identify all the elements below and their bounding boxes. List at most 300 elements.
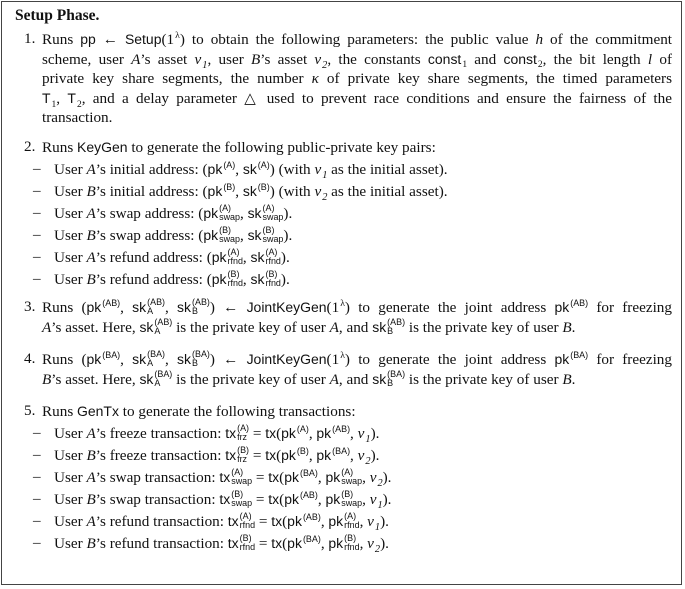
text-segment: tx bbox=[271, 534, 283, 551]
text-segment: A bbox=[329, 318, 339, 336]
text-segment: (1λ bbox=[326, 350, 345, 368]
text-segment: ). bbox=[280, 270, 290, 288]
superscript: (A) bbox=[239, 510, 252, 521]
superscript: (BA) bbox=[332, 445, 351, 456]
sub-item bbox=[33, 488, 672, 511]
text-segment: scheme, user bbox=[42, 50, 132, 68]
text-line bbox=[42, 298, 672, 318]
text-segment: sk (AB) A bbox=[139, 316, 173, 336]
text-segment: A bbox=[329, 370, 339, 388]
text-segment: B bbox=[86, 182, 96, 200]
subscript: A bbox=[147, 306, 154, 317]
superscript: (B) bbox=[219, 224, 232, 235]
text-segment: h bbox=[535, 31, 544, 48]
text-segment: , bbox=[308, 424, 317, 442]
text-segment: A bbox=[86, 512, 96, 530]
text-segment: A bbox=[86, 248, 96, 266]
text-segment: User bbox=[54, 534, 87, 552]
subscript: 2 bbox=[76, 99, 82, 109]
text-segment: , bbox=[350, 446, 358, 464]
script-group bbox=[340, 299, 345, 309]
text-segment: l bbox=[647, 50, 653, 68]
script-group bbox=[223, 183, 235, 192]
text-segment: = bbox=[252, 468, 269, 486]
text-segment: tx bbox=[268, 468, 280, 485]
text-segment: pk(AB) bbox=[86, 298, 121, 315]
subscript: 2 bbox=[365, 455, 371, 467]
superscript: (B) bbox=[341, 488, 354, 499]
superscript: (B) bbox=[239, 532, 252, 543]
script-group bbox=[192, 350, 210, 369]
text-segment: as the initial asset). bbox=[327, 182, 448, 200]
text-segment: , bbox=[165, 351, 178, 368]
setup-phase-box bbox=[1, 1, 682, 585]
text-segment: User bbox=[54, 270, 87, 288]
superscript: (AB) bbox=[102, 298, 121, 309]
text-segment: A bbox=[131, 50, 141, 68]
script-group bbox=[341, 468, 362, 487]
text-line bbox=[42, 402, 672, 422]
superscript: (BA) bbox=[147, 350, 166, 359]
text-segment: User bbox=[54, 490, 87, 508]
superscript: (AB) bbox=[570, 298, 589, 309]
sub-item bbox=[33, 422, 672, 445]
text-segment: ’s swap transaction: bbox=[95, 468, 220, 486]
text-line bbox=[42, 138, 672, 158]
text-segment: JointKeyGen bbox=[246, 299, 327, 315]
text-segment: tx (A) frz bbox=[225, 422, 250, 442]
text-segment: pk (A) swap bbox=[203, 202, 240, 222]
text-segment: User bbox=[54, 424, 87, 442]
bullet-dash: – bbox=[33, 225, 41, 243]
script-group bbox=[332, 447, 350, 456]
sub-item bbox=[33, 158, 672, 181]
text-segment: B bbox=[86, 226, 96, 244]
text-segment: (1λ bbox=[326, 298, 345, 316]
script-group bbox=[303, 513, 321, 522]
superscript: (AB) bbox=[154, 316, 173, 327]
text-segment: User bbox=[54, 182, 87, 200]
text-segment: User bbox=[54, 160, 87, 178]
superscript: (B) bbox=[265, 268, 278, 279]
subscript: B bbox=[387, 377, 394, 388]
superscript: (BA) bbox=[299, 467, 318, 478]
superscript: (A) bbox=[262, 202, 275, 213]
text-segment: User bbox=[54, 204, 87, 222]
script-group bbox=[341, 490, 362, 509]
text-segment: , bbox=[242, 270, 251, 288]
text-segment: = bbox=[255, 534, 272, 552]
text-segment: pk(A) bbox=[207, 159, 236, 177]
text-segment: ) (with bbox=[269, 182, 315, 200]
superscript: (BA) bbox=[387, 368, 406, 379]
text-segment: , the constants bbox=[327, 50, 428, 68]
section-title: Setup Phase. bbox=[15, 7, 100, 24]
text-segment: tx (B) swap bbox=[219, 488, 253, 508]
text-segment: sk (AB) B bbox=[177, 298, 210, 317]
superscript: (B) bbox=[237, 444, 250, 455]
superscript: (A) bbox=[344, 510, 357, 521]
text-segment: ) to obtain the following parameters: the public value bbox=[179, 31, 536, 48]
subscript: swap bbox=[219, 211, 240, 222]
superscript: (AB) bbox=[387, 316, 406, 327]
text-segment: pk(B) bbox=[281, 445, 309, 463]
text-segment: pk (B) swap bbox=[325, 488, 363, 508]
script-group bbox=[265, 270, 280, 289]
text-segment: = bbox=[252, 490, 269, 508]
text-segment: User bbox=[54, 468, 87, 486]
text-segment: ). bbox=[382, 490, 392, 508]
text-segment: v1 bbox=[194, 50, 208, 70]
superscript: (B) bbox=[257, 181, 270, 192]
text-segment: . bbox=[571, 370, 576, 388]
text-segment: sk (BA) A bbox=[132, 350, 166, 369]
text-segment: User bbox=[54, 446, 87, 464]
text-segment: pp bbox=[80, 31, 96, 47]
text-segment: ’s swap address: ( bbox=[95, 204, 204, 222]
script-group bbox=[223, 161, 235, 170]
text-segment: , bbox=[165, 299, 178, 316]
text-segment: sk (AB) A bbox=[132, 298, 166, 317]
text-segment: . bbox=[571, 318, 576, 336]
text-segment: tx (A) rfnd bbox=[227, 510, 256, 530]
script-group bbox=[570, 351, 588, 360]
script-group bbox=[147, 350, 165, 369]
superscript: (BA) bbox=[154, 368, 173, 379]
script-group bbox=[231, 468, 252, 487]
text-segment: pk(BA) bbox=[287, 533, 321, 551]
script-group bbox=[300, 491, 318, 500]
step-number: 1. bbox=[24, 30, 36, 47]
text-segment: v1 bbox=[369, 490, 383, 511]
sub-item bbox=[33, 224, 672, 246]
subscript: rfnd bbox=[227, 255, 243, 266]
bullet-dash: – bbox=[33, 247, 41, 265]
text-segment: ’s initial address: ( bbox=[95, 182, 208, 200]
sub-item bbox=[33, 246, 672, 268]
text-segment: B bbox=[562, 370, 572, 388]
subscript: 1 bbox=[202, 59, 208, 70]
superscript: (BA) bbox=[102, 350, 121, 361]
text-segment: ( bbox=[279, 468, 285, 486]
text-segment: ). bbox=[280, 248, 290, 266]
text-segment: , bbox=[320, 534, 329, 552]
superscript: (AB) bbox=[332, 423, 351, 434]
text-segment: sk (BA) B bbox=[372, 368, 406, 388]
subscript: 2 bbox=[322, 191, 328, 203]
text-line bbox=[42, 318, 672, 338]
text-segment: pk(BA) bbox=[316, 445, 351, 463]
superscript: (A) bbox=[223, 159, 236, 170]
text-segment: T2 bbox=[67, 89, 82, 109]
text-segment: const1 bbox=[427, 50, 468, 70]
text-segment: , the bit length bbox=[542, 50, 648, 68]
text-segment: ’s swap address: ( bbox=[95, 226, 204, 244]
text-segment: ’s freeze transaction: bbox=[95, 424, 226, 442]
script-group bbox=[265, 248, 280, 267]
script-group bbox=[192, 298, 210, 317]
superscript: λ bbox=[340, 298, 345, 309]
text-segment: is the private key of user bbox=[405, 370, 563, 388]
text-segment: JointKeyGen bbox=[246, 351, 327, 367]
text-segment: sk (B) swap bbox=[247, 224, 284, 244]
step-number: 4. bbox=[24, 350, 36, 367]
text-segment: of bbox=[652, 50, 672, 68]
script-group bbox=[322, 61, 327, 70]
script-group bbox=[147, 298, 165, 317]
text-segment: ’s asset. Here, bbox=[51, 318, 140, 336]
text-segment: ) ← bbox=[209, 299, 247, 316]
superscript: (AB) bbox=[302, 511, 321, 522]
text-segment: = bbox=[255, 512, 272, 530]
superscript: (A) bbox=[219, 202, 232, 213]
text-segment: , and bbox=[338, 370, 373, 388]
text-segment: , bbox=[317, 490, 326, 508]
text-segment: ( bbox=[279, 490, 285, 508]
text-segment: v2 bbox=[314, 182, 328, 203]
sub-item bbox=[33, 202, 672, 224]
text-segment: Runs ( bbox=[42, 299, 87, 316]
text-segment: sk (AB) B bbox=[372, 316, 406, 336]
text-segment: ( bbox=[282, 534, 288, 552]
script-group bbox=[219, 226, 240, 245]
script-group bbox=[387, 318, 405, 337]
text-segment: pk (B) rfnd bbox=[211, 268, 243, 288]
text-segment: A bbox=[42, 318, 52, 336]
script-group bbox=[344, 512, 359, 531]
subscript: swap bbox=[262, 211, 284, 222]
subscript: swap bbox=[262, 233, 284, 244]
script-group bbox=[570, 299, 588, 308]
text-segment: const2 bbox=[503, 50, 543, 70]
script-group bbox=[202, 61, 207, 70]
text-segment: , and a delay parameter △ used to prevent race conditions and ensure the fairness of the bbox=[81, 89, 672, 107]
subscript: frz bbox=[237, 453, 248, 464]
text-segment: and bbox=[467, 50, 504, 68]
script-group bbox=[52, 101, 57, 109]
text-segment: sk (A) swap bbox=[247, 202, 284, 222]
text-segment: sk(A) bbox=[242, 159, 270, 177]
script-group bbox=[332, 425, 350, 434]
text-segment: v2 bbox=[314, 50, 328, 70]
text-line bbox=[42, 30, 672, 50]
text-line bbox=[42, 69, 672, 89]
text-segment: ’s refund address: ( bbox=[95, 270, 212, 288]
text-line bbox=[42, 350, 672, 370]
subscript: swap bbox=[231, 497, 253, 508]
text-segment: ). bbox=[380, 512, 389, 530]
text-segment: , bbox=[362, 490, 370, 508]
text-segment: pk(AB) bbox=[284, 489, 318, 507]
text-segment: = bbox=[249, 446, 266, 464]
text-segment: pk(BA) bbox=[284, 467, 318, 485]
subscript: rfnd bbox=[265, 255, 281, 266]
subscript: 1 bbox=[322, 169, 328, 181]
text-segment: tx bbox=[271, 512, 283, 529]
text-segment: v1 bbox=[314, 160, 328, 181]
superscript: (AB) bbox=[147, 298, 166, 307]
text-segment: ← bbox=[95, 31, 125, 48]
subscript: 1 bbox=[377, 499, 383, 511]
text-segment: of private key share segments, the timed parameters bbox=[318, 70, 672, 88]
text-line bbox=[42, 89, 672, 109]
subscript: frz bbox=[237, 431, 248, 442]
text-segment: B bbox=[86, 490, 96, 508]
text-segment: User bbox=[54, 512, 87, 530]
subscript: rfnd bbox=[265, 277, 281, 288]
text-segment: is the private key of user bbox=[405, 318, 563, 336]
text-segment: sk (A) rfnd bbox=[250, 246, 281, 266]
script-group bbox=[387, 370, 405, 389]
text-segment: v2 bbox=[357, 446, 371, 467]
text-segment: ) to generate the joint address bbox=[344, 299, 555, 316]
text-segment: = bbox=[249, 424, 266, 442]
subscript: rfnd bbox=[227, 277, 243, 288]
text-segment: of the commitment bbox=[543, 31, 672, 48]
text-segment: B bbox=[251, 50, 261, 68]
script-group bbox=[375, 545, 380, 555]
script-group bbox=[228, 248, 243, 267]
text-segment: pk (B) swap bbox=[203, 224, 240, 244]
text-segment: B bbox=[86, 446, 96, 464]
text-segment: ). bbox=[370, 446, 380, 464]
text-segment: Runs ( bbox=[42, 351, 87, 368]
text-segment: ( bbox=[282, 512, 288, 530]
bullet-dash: – bbox=[33, 489, 41, 507]
script-group bbox=[219, 204, 240, 223]
subscript: rfnd bbox=[239, 519, 256, 530]
subscript: 1 bbox=[51, 99, 57, 109]
text-segment: ). bbox=[283, 226, 293, 244]
superscript: (BA) bbox=[570, 350, 589, 361]
text-segment: , user bbox=[207, 50, 252, 68]
text-segment: pk (A) rfnd bbox=[328, 510, 360, 530]
text-segment: private key share segments, the number bbox=[42, 70, 312, 88]
subscript: 1 bbox=[374, 521, 381, 533]
subscript: B bbox=[192, 358, 198, 369]
text-segment: User bbox=[54, 248, 87, 266]
superscript: λ bbox=[175, 30, 180, 41]
bullet-dash: – bbox=[33, 533, 41, 551]
text-segment: , bbox=[239, 204, 248, 222]
step-3 bbox=[24, 298, 672, 337]
text-segment: pk(AB) bbox=[287, 511, 321, 529]
text-segment: to generate the following public-private key pairs: bbox=[127, 139, 436, 156]
text-segment: tx (B) rfnd bbox=[227, 532, 256, 552]
text-segment: B bbox=[86, 270, 96, 288]
step-number: 3. bbox=[24, 298, 36, 315]
text-segment: ( bbox=[276, 446, 282, 464]
text-segment: pk(A) bbox=[281, 423, 309, 441]
text-segment: v2 bbox=[369, 468, 383, 489]
text-segment: sk (BA) B bbox=[177, 350, 210, 369]
text-segment: B bbox=[86, 534, 96, 552]
step-number: 2. bbox=[24, 138, 36, 155]
script-group bbox=[303, 535, 321, 544]
text-segment: ’s initial address: ( bbox=[95, 160, 208, 178]
text-segment: , bbox=[235, 182, 243, 200]
step-number: 5. bbox=[24, 402, 36, 419]
bullet-dash: – bbox=[33, 511, 41, 529]
script-group bbox=[237, 446, 249, 465]
text-segment: , bbox=[242, 248, 251, 266]
script-group bbox=[77, 101, 82, 109]
superscript: (AB) bbox=[299, 489, 318, 500]
text-segment: ) to generate the joint address bbox=[344, 351, 555, 368]
text-segment: Runs bbox=[42, 139, 78, 156]
text-segment: transaction. bbox=[42, 109, 113, 127]
text-segment: ) ← bbox=[209, 351, 247, 368]
text-segment: , bbox=[317, 468, 326, 486]
text-segment: , bbox=[235, 160, 243, 178]
script-group bbox=[240, 534, 255, 553]
text-segment: ). bbox=[283, 204, 293, 222]
text-segment: tx bbox=[265, 424, 277, 441]
script-group bbox=[258, 161, 270, 170]
superscript: (B) bbox=[296, 445, 309, 456]
text-segment: , and bbox=[338, 318, 373, 336]
text-segment: Runs bbox=[42, 403, 78, 420]
text-segment: as the initial asset). bbox=[327, 160, 448, 178]
sub-item bbox=[33, 510, 672, 533]
bullet-dash: – bbox=[33, 423, 41, 441]
superscript: (BA) bbox=[192, 350, 210, 359]
subscript: 2 bbox=[322, 59, 328, 70]
subscript: swap bbox=[219, 233, 240, 244]
text-segment: A bbox=[86, 468, 96, 486]
superscript: (A) bbox=[257, 159, 270, 170]
text-segment: , bbox=[359, 512, 368, 530]
text-line bbox=[42, 50, 672, 70]
subscript: rfnd bbox=[239, 541, 256, 552]
script-group bbox=[344, 534, 359, 553]
sub-item bbox=[33, 466, 672, 489]
text-segment: GenTx bbox=[77, 403, 119, 419]
script-group bbox=[297, 425, 309, 434]
script-group bbox=[263, 204, 284, 223]
superscript: (B) bbox=[231, 488, 244, 499]
script-group bbox=[258, 183, 270, 192]
superscript: (B) bbox=[262, 224, 275, 235]
text-segment: T1 bbox=[42, 89, 57, 109]
subscript: A bbox=[147, 358, 154, 369]
text-segment: v1 bbox=[367, 512, 381, 533]
subscript: 2 bbox=[537, 60, 543, 70]
superscript: (A) bbox=[227, 246, 240, 257]
step-1 bbox=[24, 30, 672, 128]
text-segment: is the private key of user bbox=[172, 370, 330, 388]
text-segment: KeyGen bbox=[77, 139, 128, 155]
script-group bbox=[340, 351, 345, 361]
text-segment: ’s asset. Here, bbox=[51, 370, 140, 388]
text-segment: User bbox=[54, 226, 87, 244]
text-segment: Runs bbox=[42, 31, 81, 48]
superscript: (B) bbox=[344, 532, 357, 543]
script-group bbox=[297, 447, 309, 456]
text-segment: , bbox=[120, 299, 133, 316]
script-group bbox=[462, 61, 467, 69]
text-segment: ). bbox=[382, 468, 392, 486]
subscript: B bbox=[192, 306, 198, 317]
superscript: (AB) bbox=[192, 298, 210, 307]
text-segment: ’s asset bbox=[140, 50, 195, 68]
superscript: (A) bbox=[231, 466, 244, 477]
text-segment: for freezing bbox=[588, 299, 672, 316]
subscript: A bbox=[154, 377, 161, 388]
text-segment: pk (A) swap bbox=[325, 466, 363, 486]
text-segment: , bbox=[350, 424, 358, 442]
text-segment: pk(BA) bbox=[86, 350, 121, 367]
